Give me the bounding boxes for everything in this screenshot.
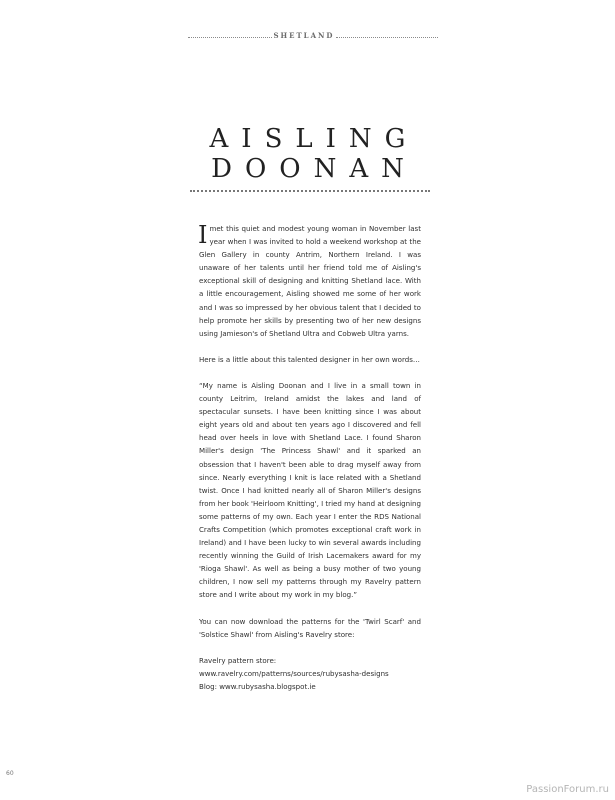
drop-cap: I: [198, 221, 208, 249]
intro-paragraph: [199, 222, 421, 340]
article-title-line-1: AISLING: [209, 124, 419, 154]
title-divider: [190, 190, 430, 192]
section-label: SHETLAND: [273, 31, 335, 40]
store-label: Ravelry pattern store:: [199, 655, 277, 665]
store-url: www.ravelry.com/patterns/sources/rubysasha-designs: [199, 668, 389, 678]
lead-in-paragraph: Here is a little about this talented designer in her own words…: [199, 354, 420, 364]
quote-paragraph: “My name is Aisling Doonan and I live in a small town in county Leitrim, Ireland amidst the lakes and land of spectacular sunsets. I have been knitting since I was about eight years old and about ten years ago I discovered and fell head over heels in love with Shetland Lace. I found Sharon Miller's design 'The Princess Shawl' and it sparked an obsession that I haven't been able to drag myself away from since. Nearly everything I knit is lace related with a Shetland twist. Once I had knitted nearly all of Sharon Miller's designs from her book 'Heirloom Knitting', I tried my hand at designing some patterns of my own. Each year I enter the RDS National Crafts Competition (which promotes exceptional craft work in Ireland) and I have been lucky to win several awards including recently winning the Guild of Irish Lacemakers award for my 'Rioga Shawl'. As well as being a busy mother of two young children, I now sell my patterns through my Ravelry pattern store and I write about my work in my blog.”: [199, 380, 421, 600]
blog-line: Blog: www.rubysasha.blogspot.ie: [199, 681, 316, 691]
article-body: [199, 222, 421, 706]
header-rule-right: [336, 37, 438, 38]
download-paragraph: You can now download the patterns for the 'Twirl Scarf' and 'Solstice Shawl' from Aisling's Ravelry store:: [199, 616, 421, 639]
intro-text: met this quiet and modest young woman in November last year when I was invited to hold a weekend workshop at the Glen Gallery in county Antrim, Northern Ireland. I was unaware of her talents until her friend told me of Aisling's exceptional skill of designing and knitting Shetland lace. With a little encouragement, Aisling showed me some of her work and I was so impressed by her obvious talent that I decided to help promote her skills by presenting two of her new designs using Jamieson's of Shetland Ultra and Cobweb Ultra yarns.: [199, 224, 421, 338]
watermark: PassionForum.ru: [526, 784, 609, 795]
article-title-line-2: DOONAN: [211, 154, 417, 184]
links-paragraph: [199, 654, 421, 693]
header-rule-left: [188, 37, 272, 38]
page-number: 60: [6, 770, 14, 777]
